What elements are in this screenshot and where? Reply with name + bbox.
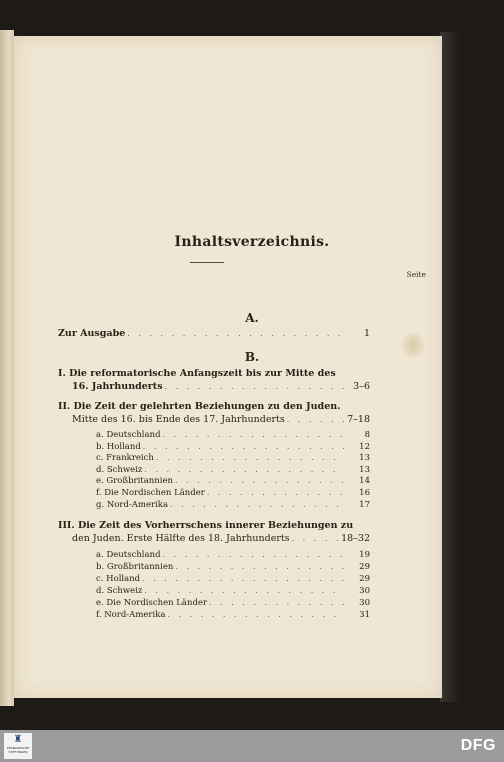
section-heading-a: A. xyxy=(245,311,259,325)
leader-dots xyxy=(168,500,344,509)
subentry-label: b. Holland xyxy=(96,441,141,452)
section-heading-b: B. xyxy=(244,350,260,364)
subentry-label: a. Deutschland xyxy=(96,430,161,440)
subentry-page: 13 xyxy=(359,464,370,475)
entry-page: 3–6 xyxy=(353,380,370,392)
subentry-page: 30 xyxy=(359,598,370,608)
entry-line2: 16. Jahrhunderts xyxy=(72,380,163,392)
logo-mark-icon: ♜ xyxy=(13,734,23,745)
toc-subentry[interactable] xyxy=(96,574,370,586)
subentry-page: 12 xyxy=(359,441,370,452)
subentry-page: 8 xyxy=(364,430,370,440)
toc-subentry[interactable] xyxy=(96,476,370,488)
subentry-page: 17 xyxy=(359,499,370,510)
leader-dots xyxy=(290,533,342,546)
subentry-page: 31 xyxy=(359,610,370,620)
leader-dots xyxy=(163,381,344,394)
toc-entry-iii[interactable] xyxy=(58,520,370,545)
subentry-page: 19 xyxy=(359,550,370,560)
leader-dots xyxy=(140,574,344,583)
toc-subentry[interactable] xyxy=(96,465,370,477)
subentry-label: e. Die Nordischen Länder xyxy=(96,598,208,608)
subentry-page: 29 xyxy=(359,562,370,572)
dfg-logo[interactable]: DFG xyxy=(460,737,496,754)
subentry-label: f. Die Nordischen Länder xyxy=(96,487,205,498)
toc-subentry[interactable] xyxy=(96,598,370,610)
entry-number: II. xyxy=(58,401,71,412)
subentry-label: d. Schweiz xyxy=(96,586,143,596)
subentry-page: 16 xyxy=(359,487,370,498)
toc-subentry[interactable] xyxy=(96,586,370,598)
subentry-page: 14 xyxy=(359,476,370,487)
book-spine-edge xyxy=(0,30,14,706)
subentry-page: 30 xyxy=(359,586,370,596)
subentry-label: a. Deutschland xyxy=(96,550,161,560)
entry-line1: Die Zeit des Vorherrschens innerer Beziehungen zu xyxy=(77,520,354,531)
toc-subentry[interactable] xyxy=(96,430,370,442)
page-title: Inhaltsverzeichnis. xyxy=(174,234,330,250)
viewer-footer-bar xyxy=(0,730,504,762)
book-cover-edge xyxy=(440,32,462,702)
toc-subentry[interactable] xyxy=(96,550,370,562)
leader-dots xyxy=(173,476,344,485)
entry-number: I. xyxy=(58,368,66,379)
subentry-page: 13 xyxy=(359,453,370,464)
subentry-label: g. Nord-Amerika xyxy=(96,499,169,510)
entry-page: 1 xyxy=(363,328,370,339)
subentry-label: d. Schweiz xyxy=(96,464,143,475)
leader-dots xyxy=(207,598,344,607)
entry-page: 7–18 xyxy=(347,413,370,425)
subentry-label: c. Frankreich xyxy=(96,453,154,464)
entry-line1: Die reformatorische Anfangszeit bis zur Mitte des xyxy=(69,368,336,379)
subentry-label: e. Großbritannien xyxy=(96,476,173,487)
leader-dots xyxy=(173,562,344,571)
leader-dots xyxy=(141,442,344,451)
entry-line2: den Juden. Erste Hälfte des 18. Jahrhunderts xyxy=(72,532,290,544)
leader-dots xyxy=(205,488,344,497)
leader-dots xyxy=(285,414,344,427)
leader-dots xyxy=(142,586,344,595)
title-rule xyxy=(190,262,224,263)
subentry-page: 29 xyxy=(359,574,370,584)
toc-subentry[interactable] xyxy=(96,442,370,454)
toc-subentry[interactable] xyxy=(96,500,370,512)
subentry-label: b. Großbritannien xyxy=(96,562,174,572)
toc-entry-i[interactable] xyxy=(58,368,370,393)
toc-subentry[interactable] xyxy=(96,453,370,465)
entry-number: III. xyxy=(58,520,75,531)
leader-dots xyxy=(125,328,344,341)
toc-entry-zur-ausgabe[interactable] xyxy=(58,328,370,341)
leader-dots xyxy=(161,550,344,559)
subentry-label: c. Holland xyxy=(96,574,141,584)
leader-dots xyxy=(154,453,344,462)
entry-line1: Die Zeit der gelehrten Beziehungen zu den Juden. xyxy=(73,401,341,412)
entry-line2: Mitte des 16. bis Ende des 17. Jahrhunderts xyxy=(72,413,285,425)
leader-dots xyxy=(142,465,344,474)
toc-entry-ii[interactable] xyxy=(58,401,370,426)
entry-page: 18–32 xyxy=(341,532,370,544)
leader-dots xyxy=(161,430,344,439)
subentry-label: f. Nord-Amerika xyxy=(96,610,166,620)
page-column-header: Seite xyxy=(406,270,426,279)
subsection-list-ii xyxy=(96,430,370,511)
entry-text: Zur Ausgabe xyxy=(58,328,126,339)
leader-dots xyxy=(165,610,344,619)
toc-subentry[interactable] xyxy=(96,610,370,622)
toc-subentry[interactable] xyxy=(96,488,370,500)
toc-subentry[interactable] xyxy=(96,562,370,574)
logo-caption: FRANCKESCHE STIFTUNGEN xyxy=(6,746,30,754)
subsection-list-iii xyxy=(96,550,370,622)
institution-logo[interactable] xyxy=(4,733,32,759)
